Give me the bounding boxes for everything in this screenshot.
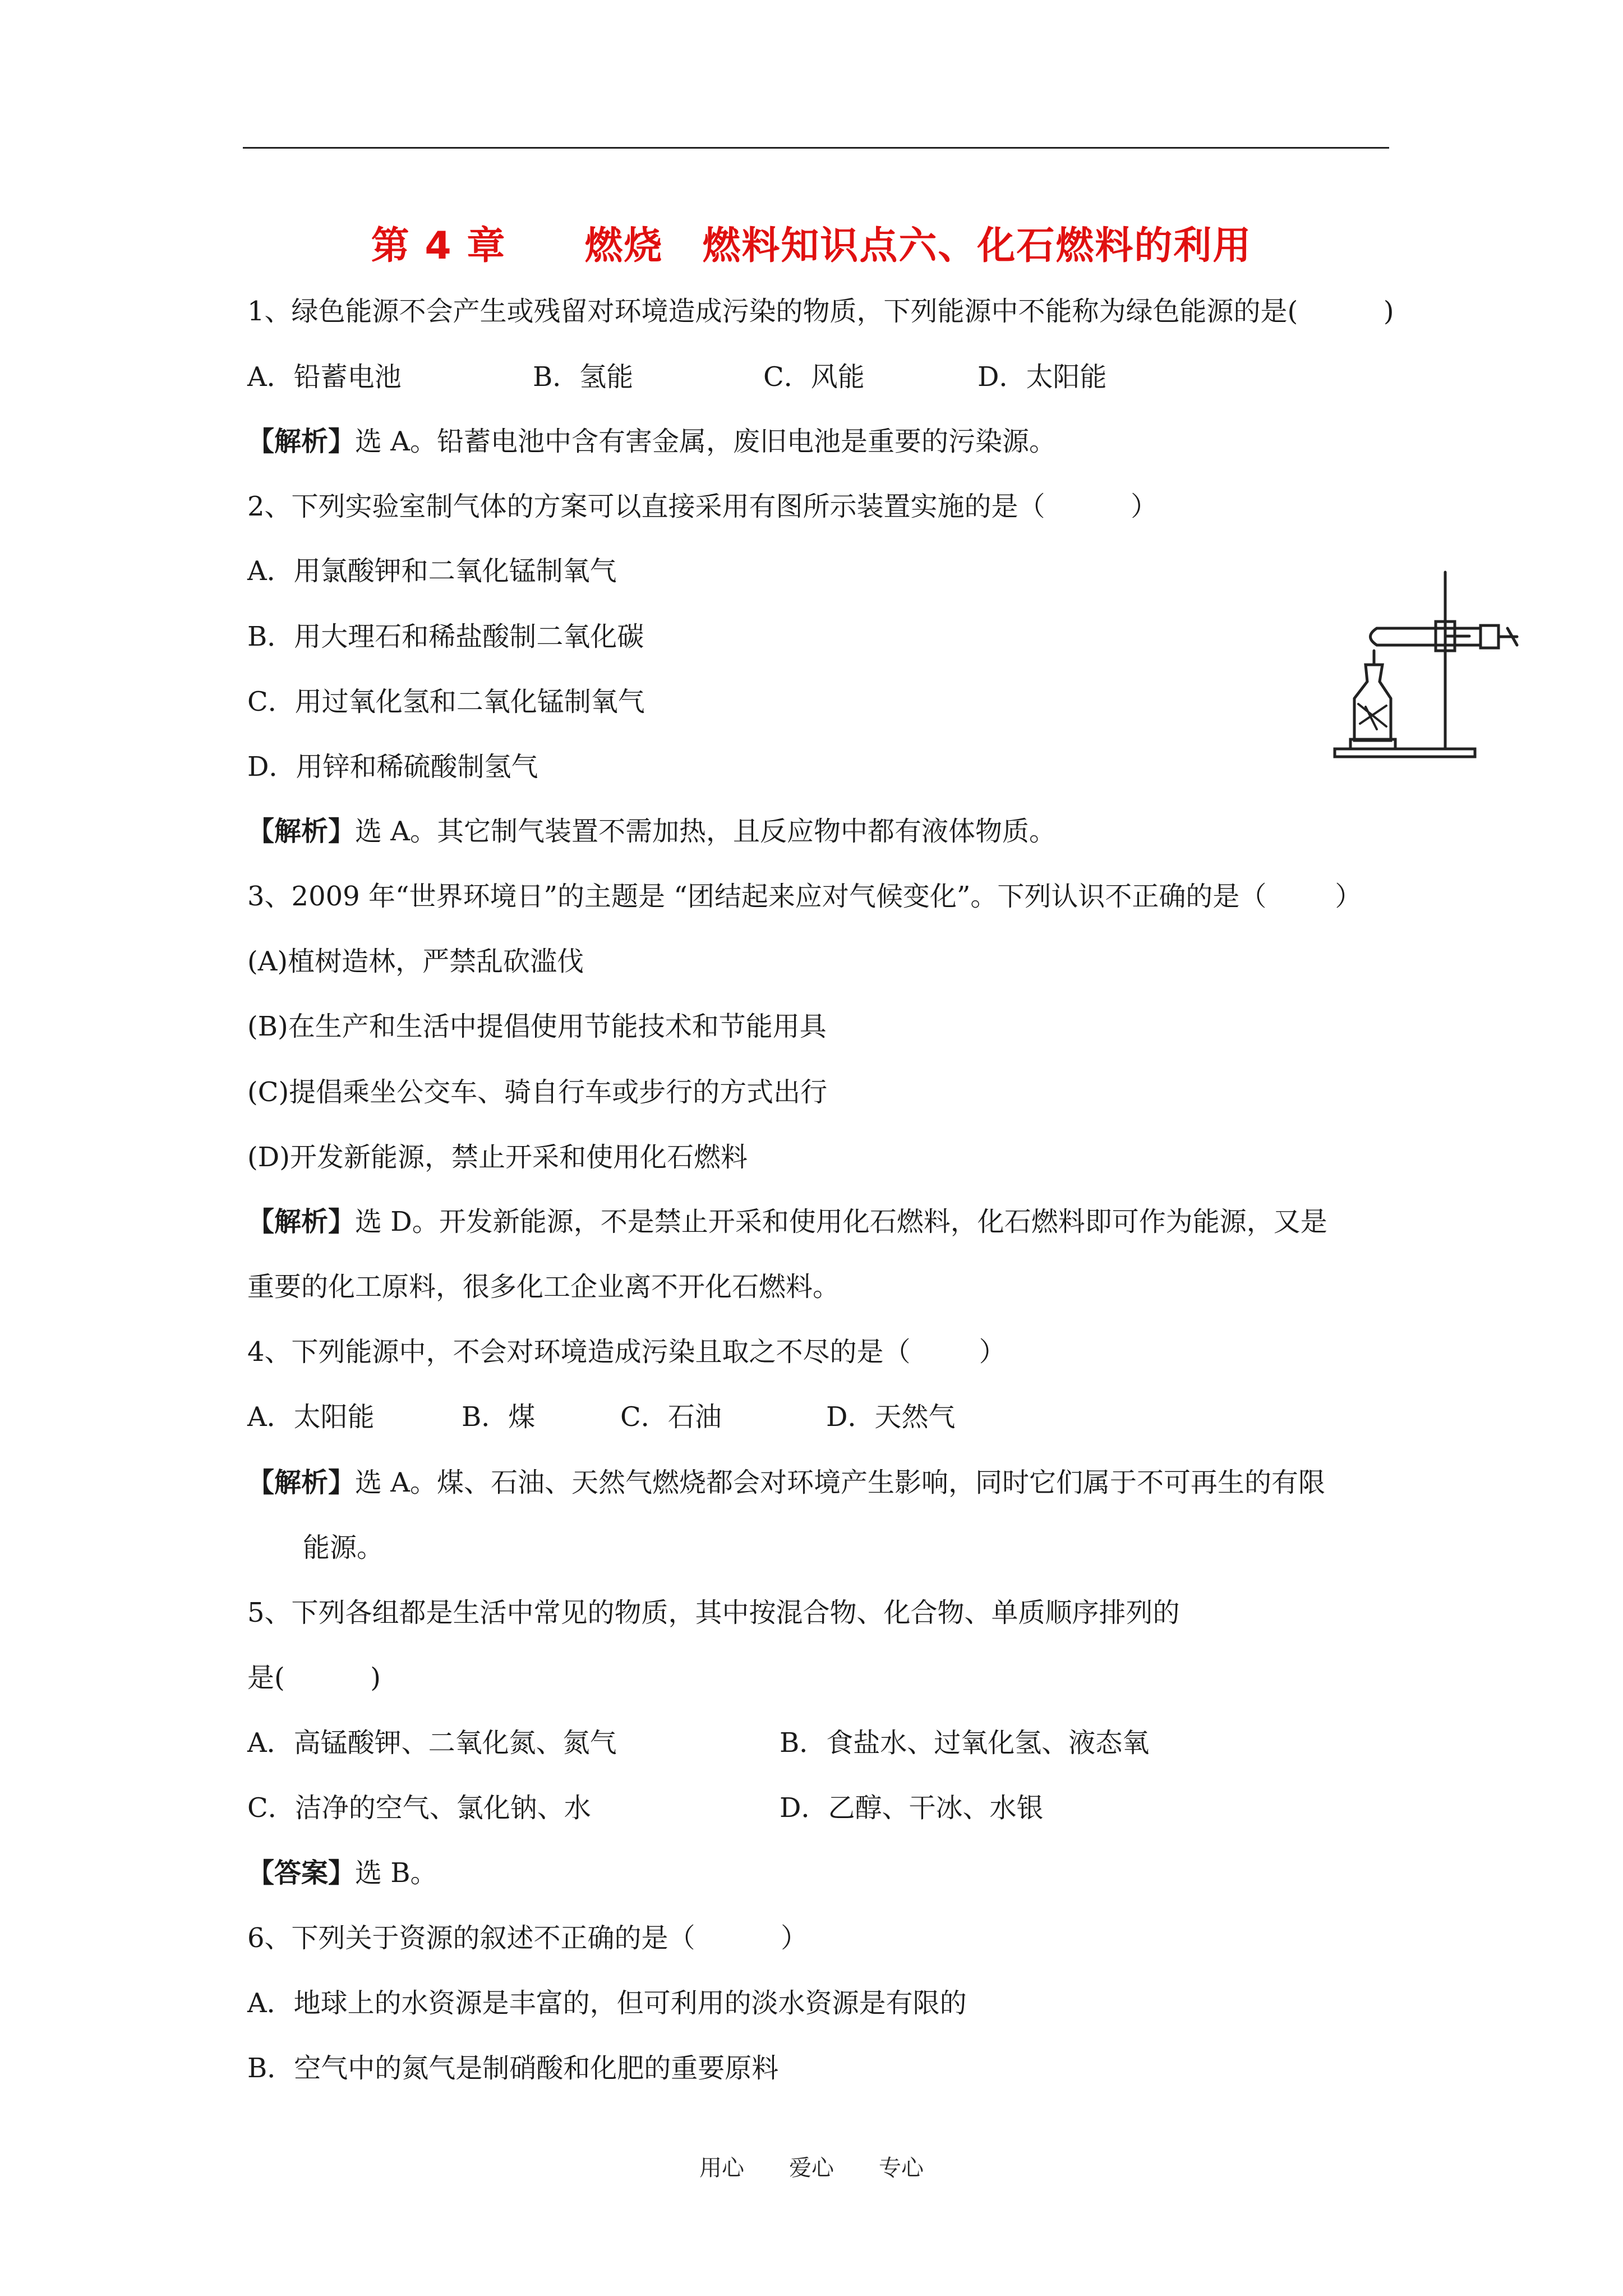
analysis-text: 选 A。铅蓄电池中含有害金属，废旧电池是重要的污染源。 [355, 426, 1056, 457]
q5-option-d: D．乙醇、干冰、水银 [780, 1792, 1044, 1824]
answer-tag: 【答案】 [247, 1857, 356, 1889]
q4-analysis [247, 1466, 1325, 1499]
q2-analysis [247, 815, 1056, 848]
header-rule [243, 147, 1389, 149]
analysis-text: 选 A。煤、石油、天然气燃烧都会对环境产生影响，同时它们属于不可再生的有限 [355, 1467, 1325, 1498]
q2-option-d: D．用锌和稀硫酸制氢气 [247, 751, 538, 783]
q4-option-c: C．石油 [620, 1401, 722, 1433]
answer-text: 选 B。 [355, 1857, 437, 1889]
analysis-tag: 【解析】 [247, 426, 356, 457]
q4-option-d: D．天然气 [826, 1401, 956, 1433]
q3-analysis-cont: 重要的化工原料，很多化工企业离不开化石燃料。 [247, 1271, 840, 1303]
stopper [1481, 625, 1498, 648]
question-5-stem: 5、下列各组都是生活中常见的物质，其中按混合物、化合物、单质顺序排列的 [247, 1597, 1180, 1628]
analysis-tag: 【解析】 [247, 1206, 356, 1237]
q2-option-a: A．用氯酸钾和二氧化锰制氧气 [247, 555, 617, 587]
q1-option-b: B．氢能 [533, 361, 634, 393]
apparatus-figure [1324, 561, 1525, 769]
q4-option-a: A．太阳能 [247, 1401, 375, 1433]
question-2-stem: 2、下列实验室制气体的方案可以直接采用有图所示装置实施的是（ ） [247, 491, 1158, 522]
q5-option-a: A．高锰酸钾、二氧化氮、氮气 [247, 1727, 617, 1759]
q6-option-b: B．空气中的氮气是制硝酸和化肥的重要原料 [247, 2053, 779, 2084]
q5-answer [247, 1856, 437, 1890]
question-5-stem-cont: 是( ) [247, 1662, 381, 1694]
analysis-text: 选 A。其它制气装置不需加热，且反应物中都有液体物质。 [355, 816, 1056, 847]
question-3-stem: 3、2009 年“世界环境日”的主题是 “团结起来应对气候变化”。下列认识不正确的是（ ） [247, 881, 1362, 912]
q4-analysis-cont: 能源。 [303, 1532, 384, 1563]
analysis-tag: 【解析】 [247, 1467, 356, 1498]
q3-analysis [247, 1205, 1327, 1239]
q3-option-b: (B)在生产和生活中提倡使用节能技术和节能用具 [247, 1011, 827, 1042]
q1-option-d: D．太阳能 [978, 361, 1107, 393]
q1-option-c: C．风能 [763, 361, 865, 393]
q3-option-c: (C)提倡乘坐公交车、骑自行车或步行的方式出行 [247, 1076, 828, 1108]
q1-option-a: A．铅蓄电池 [247, 361, 402, 393]
question-6-stem: 6、下列关于资源的叙述不正确的是（ ） [247, 1922, 808, 1954]
q2-option-c: C．用过氧化氢和二氧化锰制氧气 [247, 686, 645, 717]
alcohol-lamp [1354, 665, 1391, 740]
q2-option-b: B．用大理石和稀盐酸制二氧化碳 [247, 621, 644, 652]
page-title: 第 4 章 燃烧 燃料知识点六、化石燃料的利用 [371, 224, 1252, 268]
question-4-stem: 4、下列能源中，不会对环境造成污染且取之不尽的是（ ） [247, 1336, 1006, 1368]
q1-analysis [247, 425, 1056, 458]
question-1-stem: 1、绿色能源不会产生或残留对环境造成污染的物质，下列能源中不能称为绿色能源的是( ) [247, 296, 1394, 327]
analysis-text: 选 D。开发新能源，不是禁止开采和使用化石燃料，化石燃料即可作为能源，又是 [355, 1206, 1327, 1237]
q5-option-c: C．洁净的空气、氯化钠、水 [247, 1792, 591, 1824]
q4-option-b: B．煤 [462, 1401, 536, 1433]
q6-option-a: A．地球上的水资源是丰富的，但可利用的淡水资源是有限的 [247, 1987, 967, 2019]
q3-option-a: (A)植树造林，严禁乱砍滥伐 [247, 946, 584, 977]
q3-option-d: (D)开发新能源，禁止开采和使用化石燃料 [247, 1142, 748, 1173]
page-footer: 用心 爱心 专心 [699, 2155, 924, 2181]
analysis-tag: 【解析】 [247, 816, 356, 847]
q5-option-b: B．食盐水、过氧化氢、液态氧 [780, 1727, 1150, 1759]
